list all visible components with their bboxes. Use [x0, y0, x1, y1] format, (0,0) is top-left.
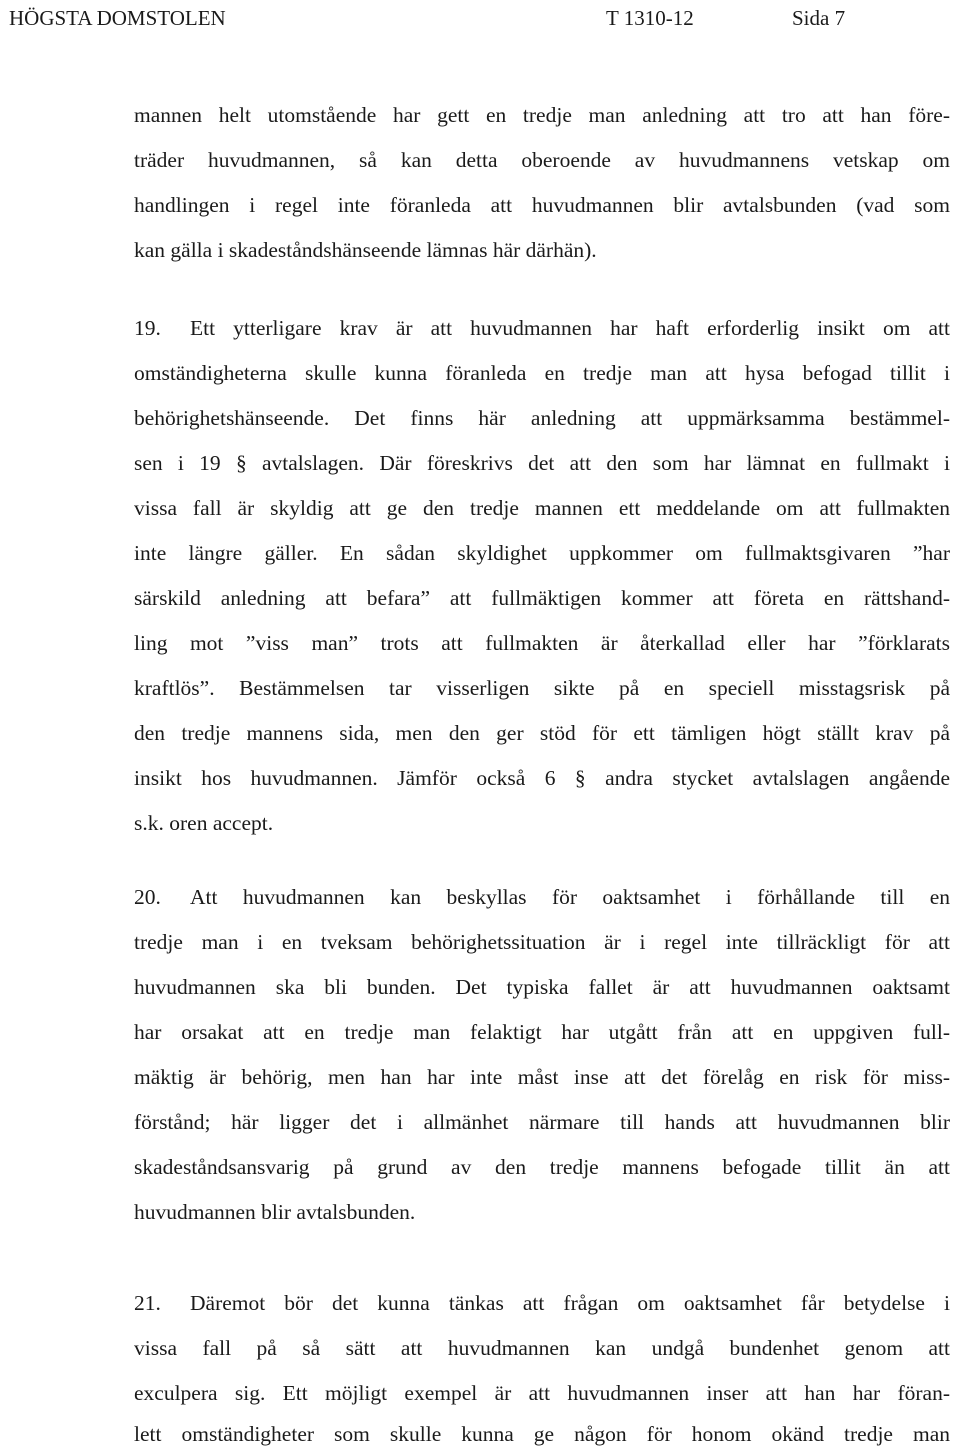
- text-line: ling mot ”viss man” trots att fullmakten är återkallad eller har ”förklarats: [134, 631, 950, 655]
- text-line: handlingen i regel inte föranleda att huvudmannen blir avtalsbunden (vad som: [134, 193, 950, 217]
- text-line: vissa fall på så sätt att huvudmannen kan undgå bundenhet genom att: [134, 1336, 950, 1360]
- text-line: exculpera sig. Ett möjligt exempel är att huvudmannen inser att han har föran-: [134, 1381, 950, 1405]
- paragraph-19-first-line: [134, 313, 950, 343]
- case-number: T 1310-12: [606, 6, 694, 30]
- text-line: den tredje mannens sida, men den ger stöd för ett tämligen högt ställt krav på: [134, 721, 950, 745]
- text-line: särskild anledning att befara” att fullmäktigen kommer att företa en rättshand-: [134, 586, 950, 610]
- text-line: Ett ytterligare krav är att huvudmannen har haft erforderlig insikt om att: [190, 316, 950, 340]
- paragraph-20-first-line: [134, 882, 950, 912]
- text-line: omständigheterna skulle kunna föranleda en tredje man att hysa befogad tillit i: [134, 361, 950, 385]
- text-line: mäktig är behörig, men han har inte måst inse att det förelåg en risk för miss-: [134, 1065, 950, 1089]
- text-line: sen i 19 § avtalslagen. Där föreskrivs det att den som har lämnat en fullmakt i: [134, 451, 950, 475]
- page-number: Sida 7: [792, 6, 846, 30]
- text-line: insikt hos huvudmannen. Jämför också 6 § andra stycket avtalslagen angående: [134, 766, 950, 790]
- text-line: Att huvudmannen kan beskyllas för oaktsamhet i förhållande till en: [190, 885, 950, 909]
- text-line: s.k. oren accept.: [134, 811, 274, 835]
- paragraph-number: 20.: [134, 885, 161, 909]
- text-line: mannen helt utomstående har gett en tredje man anledning att tro att han före-: [134, 103, 950, 127]
- page-header: [9, 4, 920, 32]
- text-line: Däremot bör det kunna tänkas att frågan om oaktsamhet får betydelse i: [190, 1291, 950, 1315]
- text-line: behörighetshänseende. Det finns här anledning att uppmärksamma bestämmel-: [134, 406, 950, 430]
- court-name: HÖGSTA DOMSTOLEN: [9, 6, 226, 30]
- text-line: tredje man i en tveksam behörighetssituation är i regel inte tillräckligt för att: [134, 930, 950, 954]
- text-line: lett omständigheter som skulle kunna ge någon för honom okänd tredje man: [134, 1422, 950, 1446]
- text-line: skadeståndsansvarig på grund av den tredje mannens befogade tillit än att: [134, 1155, 950, 1179]
- text-line: huvudmannen ska bli bunden. Det typiska fallet är att huvudmannen oaktsamt: [134, 975, 950, 999]
- paragraph-21-first-line: [134, 1288, 950, 1318]
- text-line: kan gälla i skadeståndshänseende lämnas här därhän).: [134, 238, 597, 262]
- text-line: inte längre gäller. En sådan skyldighet uppkommer om fullmaktsgivaren ”har: [134, 541, 950, 565]
- text-line: vissa fall är skyldig att ge den tredje mannen ett meddelande om att fullmakten: [134, 496, 950, 520]
- text-line: förstånd; här ligger det i allmänhet närmare till hands att huvudmannen blir: [134, 1110, 950, 1134]
- paragraph-number: 21.: [134, 1291, 161, 1315]
- paragraph-number: 19.: [134, 316, 161, 340]
- text-line: kraftlös”. Bestämmelsen tar visserligen sikte på en speciell misstagsrisk på: [134, 676, 950, 700]
- text-line: har orsakat att en tredje man felaktigt har utgått från att en uppgiven full-: [134, 1020, 950, 1044]
- text-line: träder huvudmannen, så kan detta oberoende av huvudmannens vetskap om: [134, 148, 950, 172]
- text-line: huvudmannen blir avtalsbunden.: [134, 1200, 416, 1224]
